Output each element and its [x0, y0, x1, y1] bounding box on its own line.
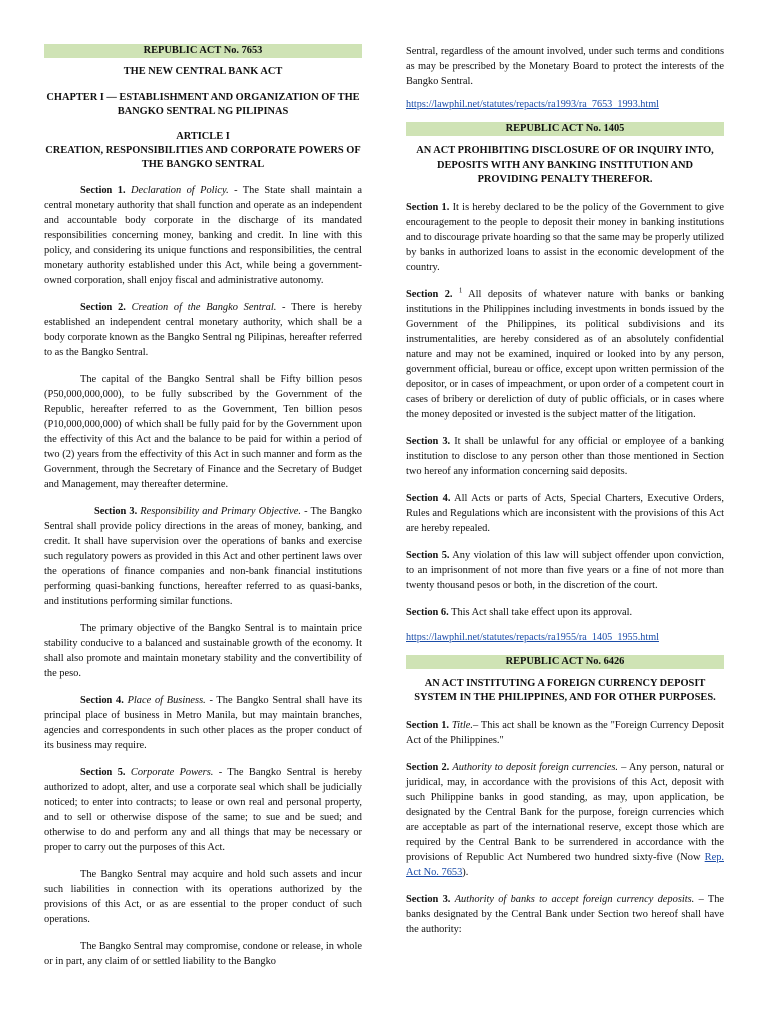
section-label: Section 3. [94, 506, 138, 517]
left-column [44, 44, 362, 981]
section-heading: Corporate Powers. [130, 767, 214, 778]
section-3-paragraph [44, 504, 362, 609]
footnote-marker: 1 [458, 286, 463, 295]
section-5-assets-paragraph: The Bangko Sentral may acquire and hold such assets and incur such liabilities in connection with its operations authorized by the provisions of this Act, or as are essential to the proper conduct of such operations. [44, 869, 362, 925]
ra-1405-title: AN ACT PROHIBITING DISCLOSURE OF OR INQUIRY INTO, DEPOSITS WITH ANY BANKING INSTITUTION AND PROVIDING PENALTY THEREFOR. [416, 145, 714, 185]
ra-1405-banner: REPUBLIC ACT No. 1405 [406, 122, 724, 136]
section-text: It is hereby declared to be the policy of the Government to give encouragement to the people to deposit their money in banking institutions and to discourage private hoarding so that the same may be properly utilized by banks in authorized loans to assist in the economic development of the country. [406, 201, 724, 273]
ra-1405-section-6 [406, 605, 724, 620]
chapter-heading: CHAPTER I — ESTABLISHMENT AND ORGANIZATION OF THE BANGKO SENTRAL NG PILIPINAS [46, 92, 360, 117]
section-2-capital-paragraph: The capital of the Bangko Sentral shall be Fifty billion pesos (P50,000,000,000), to be fully subscribed by the Government of the Republic, hereafter referred to as the Government, Ten billion pesos (P10,000,000,000) of which shall be fully paid for by the Government upon the effectivity of this Act and the balance to be paid for within a period of two (2) years from the effectivity of this Act in such manner and form as the Government, through the Secretary of Finance and the Secretary of Budget and Management, may thereafter determine. [44, 374, 362, 490]
section-text: – The banks designated by the Central Bank under Section two hereof shall have the authority: [406, 893, 725, 935]
act-title: THE NEW CENTRAL BANK ACT [123, 66, 283, 77]
section-label: Section 5. [80, 767, 126, 778]
section-text: – This act shall be known as the "Foreign Currency Deposit Act of the Philippines." [406, 719, 724, 746]
section-4-paragraph [44, 693, 362, 753]
section-text: - The Bangko Sentral shall have its principal place of business in Metro Manila, but may maintain branches, agencies and correspondents in such other places as the proper conduct of its business may require. [44, 695, 362, 751]
ra-6426-section-2 [406, 760, 724, 880]
section-text: All Acts or parts of Acts, Special Charters, Executive Orders, Rules and Regulations which are inconsistent with the provisions of this Act are hereby repealed. [406, 492, 724, 534]
section-text: – Any person, natural or juridical, may, in accordance with the provisions of this Act, deposit with such Philippine banks in good standing, as may, upon application, be designated by the Central Bank for the purpose, foreign currencies which are acceptable as part of the international reserve, except those which are required by the Central Bank to be surrendered in accordance with the provisions of Republic Act Numbered two hundred sixty-five (Now [406, 761, 724, 863]
article-number: ARTICLE I [176, 131, 230, 142]
ra-1405-section-4 [406, 491, 724, 536]
section-label: Section 6. [406, 606, 449, 618]
section-1-paragraph [44, 183, 362, 288]
section-text: - The State shall maintain a central monetary authority that shall function and operate as an independent and accountable body corporate in the discharge of its mandated responsibilities concerning money, banking and credit. In line with this policy, and considering its unique functions and responsibilities, the central monetary authority established under this Act, while being a government-owned corporation, shall enjoy fiscal and administrative autonomy. [44, 185, 362, 286]
section-label: Section 3. [406, 893, 451, 905]
section-5-paragraph [44, 765, 362, 855]
ra-1405-section-5 [406, 548, 724, 593]
section-label: Section 2. [406, 761, 450, 773]
section-text: - There is hereby established an independent central monetary authority, which shall be a body corporate known as the Bangko Sentral ng Pilipinas, hereafter referred to as the Bangko Sentral. [44, 302, 362, 358]
section-5-compromise-paragraph: The Bangko Sentral may compromise, condone or release, in whole or in part, any claim of or settled liability to the Bangko [44, 941, 362, 967]
ra-7653-banner: REPUBLIC ACT No. 7653 [44, 44, 362, 58]
section-heading: Responsibility and Primary Objective. [140, 506, 302, 517]
section-label: Section 2. [80, 302, 126, 313]
section-text: It shall be unlawful for any official or employee of a banking institution to disclose to any person other than those mentioned in Section two hereof any information concerning said deposits. [406, 435, 724, 477]
section-text: This Act shall take effect upon its approval. [448, 606, 633, 618]
section-heading: Creation of the Bangko Sentral. [131, 302, 277, 313]
section-text: Any violation of this law will subject offender upon conviction, to an imprisonment of not more than five years or a fine of not more than twenty thousand pesos or both, in the discretion of the court. [406, 549, 725, 591]
ra-6426-section-1 [406, 718, 724, 748]
section-label: Section 1. [406, 201, 450, 213]
ra-6426-banner: REPUBLIC ACT No. 6426 [406, 655, 724, 669]
section-text: - The Bangko Sentral is hereby authorized to adopt, alter, and use a corporate seal which shall be judicially noticed; to enter into contracts; to lease or own real and personal property, and to sell or otherwise dispose of the same; to sue and be sued; and otherwise to do and perform any and all things that may be necessary or proper to carry out the purposes of this Act. [44, 767, 362, 853]
ra-1405-section-1 [406, 200, 724, 275]
ra-1405-section-3 [406, 434, 724, 479]
continuation-paragraph: Sentral, regardless of the amount involved, under such terms and conditions as may be prescribed by the Monetary Board to protect the interests of the Bangko Sentral. [406, 46, 724, 87]
right-column [406, 44, 724, 949]
section-text: - The Bangko Sentral shall provide policy directions in the areas of money, banking, and credit. It shall have supervision over the operations of banks and exercise such regulatory powers as provided in this Act and other pertinent laws over the operations of finance companies and non-bank financial institutions performing quasi-banking functions, hereafter referred to as quasi-banks, and institutions performing similar functions. [44, 506, 362, 607]
rep-act-7653-link[interactable]: Rep. Act No. 7653 [406, 851, 724, 878]
section-label: Section 3. [406, 435, 451, 447]
section-heading: Authority of banks to accept foreign currency deposits. [454, 893, 695, 905]
section-label: Section 4. [80, 695, 124, 706]
section-3-objective-paragraph: The primary objective of the Bangko Sentral is to maintain price stability conducive to a balanced and sustainable growth of the economy. It shall also promote and maintain monetary stability and the convertibility of the peso. [44, 623, 362, 679]
section-label: Section 4. [406, 492, 451, 504]
ra-6426-section-3 [406, 892, 724, 937]
ra-1405-section-2 [406, 287, 724, 422]
section-label: Section 5. [406, 549, 450, 561]
ra-1405-source-link[interactable]: https://lawphil.net/statutes/repacts/ra1955/ra_1405_1955.html [406, 631, 659, 643]
section-heading: Authority to deposit foreign currencies. [452, 761, 618, 773]
ra-7653-source-link[interactable]: https://lawphil.net/statutes/repacts/ra1993/ra_7653_1993.html [406, 99, 659, 110]
section-text: All deposits of whatever nature with banks or banking institutions in the Philippines including investments in bonds issued by the Government of the Philippines, its political subdivisions and its instrumentalities, are hereby considered as of an absolutely confidential nature and may not be examined, inquired or looked into by any person, government official, bureau or office, except upon written permission of the depositor, or in cases of impeachment, or upon order of a competent court in cases of bribery or dereliction of duty of public officials, or in cases where the money deposited or invested is the subject matter of the litigation. [406, 288, 724, 420]
section-text-end: ). [462, 866, 469, 878]
section-2-paragraph [44, 300, 362, 360]
section-label: Section 1. [80, 185, 126, 196]
section-label: Section 1. [406, 719, 449, 731]
section-label: Section 2. [406, 288, 453, 300]
article-heading [44, 130, 362, 172]
article-title: CREATION, RESPONSIBILITIES AND CORPORATE POWERS OF THE BANGKO SENTRAL [45, 145, 361, 170]
section-heading: Title. [451, 719, 473, 731]
section-heading: Place of Business. [127, 695, 206, 706]
ra-6426-title: AN ACT INSTITUTING A FOREIGN CURRENCY DEPOSIT SYSTEM IN THE PHILIPPINES, AND FOR OTHER PURPOSES. [414, 677, 716, 703]
section-heading: Declaration of Policy. [130, 185, 229, 196]
